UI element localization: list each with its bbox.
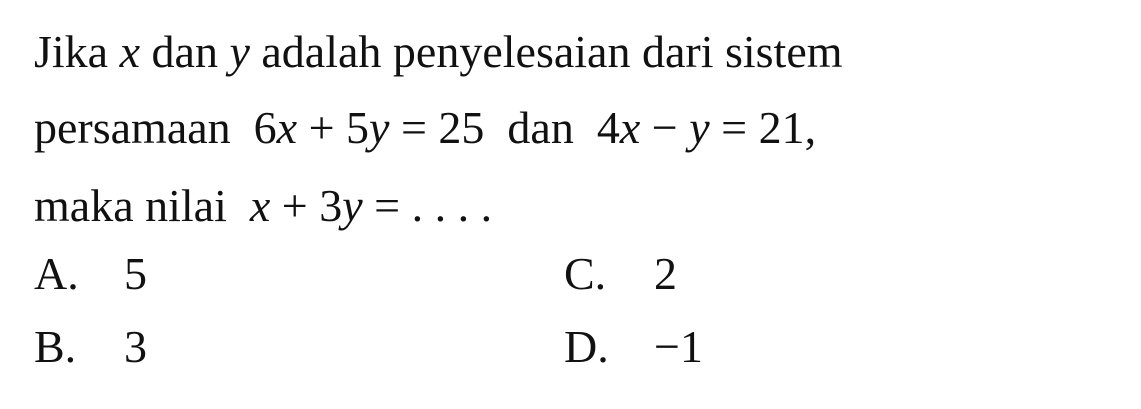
question-word: persamaan <box>34 102 231 153</box>
question-word: dan <box>507 102 574 153</box>
option-b[interactable] <box>34 319 147 375</box>
expression <box>250 180 492 231</box>
question-line-2 <box>34 100 816 156</box>
eq-term: 6 <box>253 102 277 153</box>
variable-x: x <box>619 102 641 153</box>
question-phrase: maka nilai <box>34 180 227 231</box>
variable-y: y <box>369 102 390 153</box>
option-a[interactable] <box>34 246 147 302</box>
option-d[interactable] <box>564 319 703 375</box>
question-line-1 <box>34 24 843 80</box>
option-letter: A. <box>34 248 79 299</box>
question-phrase: adalah penyelesaian dari sistem <box>261 26 843 77</box>
eq-term: = 25 <box>389 102 485 153</box>
variable-x: x <box>119 26 141 77</box>
variable-y: y <box>342 180 363 231</box>
variable-x: x <box>249 180 271 231</box>
option-letter: C. <box>564 248 607 299</box>
eq-term: 4 <box>596 102 620 153</box>
variable-y: y <box>689 102 710 153</box>
eq-term: + 3 <box>270 180 343 231</box>
question-word: dan <box>151 26 218 77</box>
option-value: −1 <box>654 321 703 372</box>
equation-2 <box>597 102 816 153</box>
question-word: Jika <box>34 26 109 77</box>
question-line-3 <box>34 178 492 234</box>
option-c[interactable] <box>564 246 677 302</box>
eq-term: = 21, <box>709 102 817 153</box>
option-value: 2 <box>654 248 677 299</box>
eq-term: − <box>640 102 690 153</box>
equation-1 <box>254 102 485 153</box>
option-value: 5 <box>124 248 147 299</box>
option-letter: B. <box>34 321 77 372</box>
eq-term: = . . . . <box>362 180 493 231</box>
variable-y: y <box>229 26 250 77</box>
option-letter: D. <box>564 321 609 372</box>
eq-term: + 5 <box>297 102 370 153</box>
variable-x: x <box>276 102 298 153</box>
option-value: 3 <box>124 321 147 372</box>
